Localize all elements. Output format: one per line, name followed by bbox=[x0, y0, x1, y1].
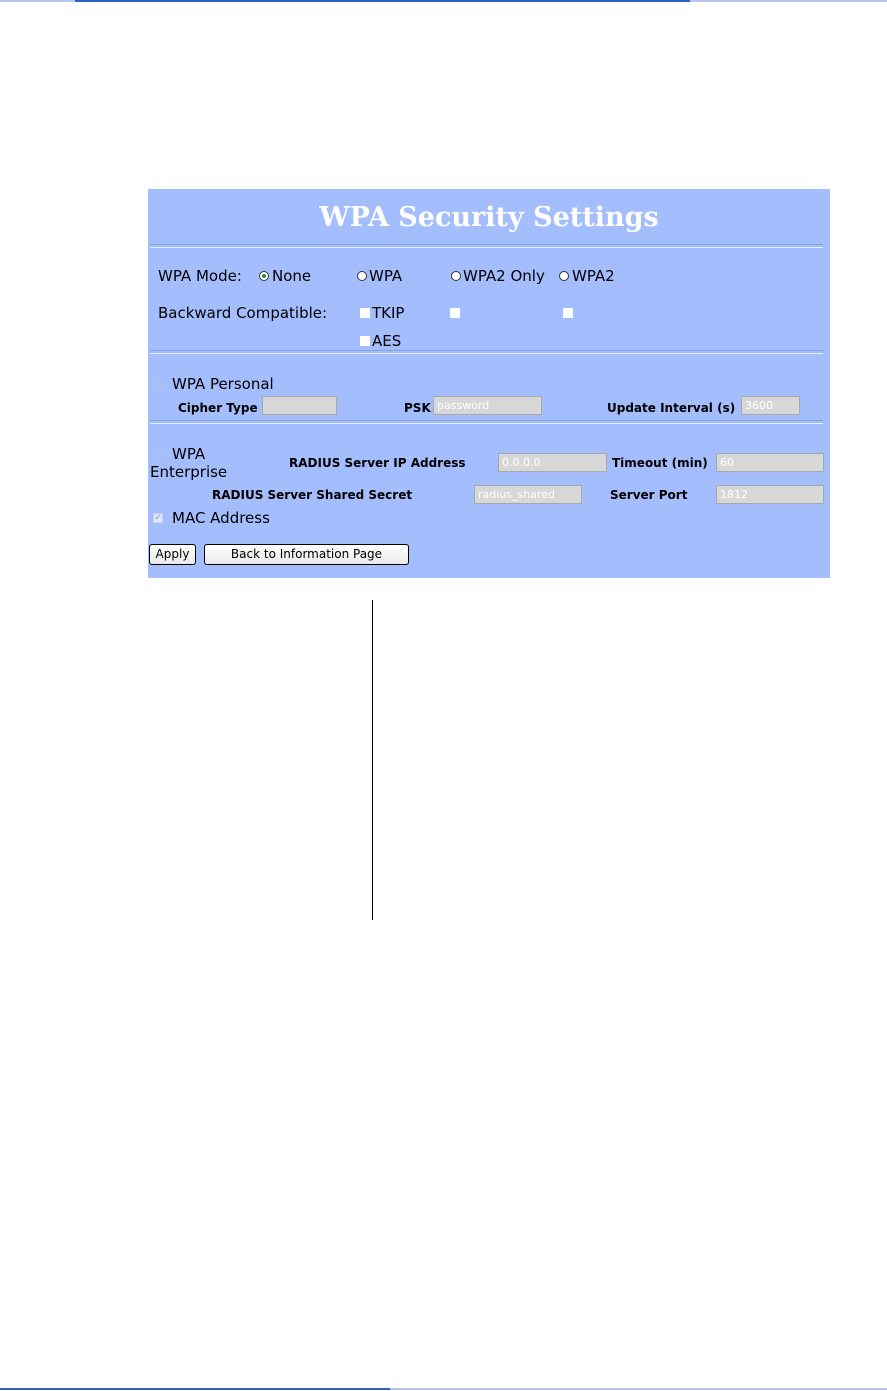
wpa-enterprise-radio[interactable] bbox=[154, 450, 164, 460]
wpa-mode-none-label: None bbox=[272, 267, 312, 285]
cipher-type-field[interactable] bbox=[262, 396, 337, 415]
wpa-mode-wpa-radio[interactable] bbox=[357, 271, 367, 281]
mac-address-label: MAC Address bbox=[172, 509, 270, 527]
wpa2only-compat-checkbox[interactable] bbox=[450, 308, 460, 318]
divider bbox=[150, 350, 823, 354]
server-port-field[interactable]: 1812 bbox=[716, 485, 824, 504]
wpa-enterprise-label-line1: WPA bbox=[172, 445, 206, 463]
wpa-mode-wpa2-radio[interactable] bbox=[559, 271, 569, 281]
timeout-label: Timeout (min) bbox=[612, 456, 708, 470]
shared-secret-label: RADIUS Server Shared Secret bbox=[212, 488, 413, 502]
psk-field[interactable]: password bbox=[433, 396, 542, 415]
update-interval-field[interactable]: 3600 bbox=[741, 396, 800, 415]
divider bbox=[150, 420, 823, 424]
wpa-security-panel bbox=[148, 189, 830, 578]
wpa-mode-wpa-label: WPA bbox=[369, 267, 403, 285]
wpa-personal-label: WPA Personal bbox=[172, 375, 274, 393]
backward-compatible-label: Backward Compatible: bbox=[158, 304, 328, 322]
psk-label: PSK bbox=[404, 401, 431, 415]
page-title: WPA Security Settings bbox=[319, 202, 659, 233]
timeout-field[interactable]: 60 bbox=[716, 453, 824, 472]
cipher-type-label: Cipher Type bbox=[178, 401, 258, 415]
radius-ip-field[interactable]: 0.0.0.0 bbox=[498, 453, 607, 472]
wpa-mode-wpa2-label: WPA2 bbox=[572, 267, 615, 285]
mac-address-checkbox[interactable]: ✓ bbox=[154, 513, 162, 523]
wpa2-compat-checkbox[interactable] bbox=[563, 308, 573, 318]
wpa-mode-wpa2only-label: WPA2 Only bbox=[463, 267, 545, 285]
wpa-enterprise-label-line2: Enterprise bbox=[150, 463, 228, 481]
back-to-information-page-button[interactable]: Back to Information Page bbox=[204, 544, 409, 565]
radius-ip-label: RADIUS Server IP Address bbox=[289, 456, 466, 470]
top-rule bbox=[0, 0, 887, 2]
shared-secret-field[interactable]: radius_shared bbox=[474, 485, 582, 504]
divider bbox=[150, 244, 823, 248]
apply-button[interactable]: Apply bbox=[149, 544, 196, 565]
server-port-label: Server Port bbox=[610, 488, 688, 502]
tkip-label: TKIP bbox=[372, 304, 405, 322]
wpa-mode-wpa2only-radio[interactable] bbox=[451, 271, 461, 281]
aes-checkbox[interactable] bbox=[360, 336, 370, 346]
aes-label: AES bbox=[372, 332, 402, 350]
wpa-personal-radio[interactable] bbox=[154, 379, 164, 389]
update-interval-label: Update Interval (s) bbox=[607, 401, 736, 415]
bottom-rule bbox=[0, 1388, 887, 1390]
wpa-mode-none-radio[interactable] bbox=[259, 271, 269, 281]
tkip-checkbox[interactable] bbox=[360, 308, 370, 318]
vertical-rule bbox=[372, 600, 373, 920]
wpa-mode-label: WPA Mode: bbox=[158, 267, 242, 285]
